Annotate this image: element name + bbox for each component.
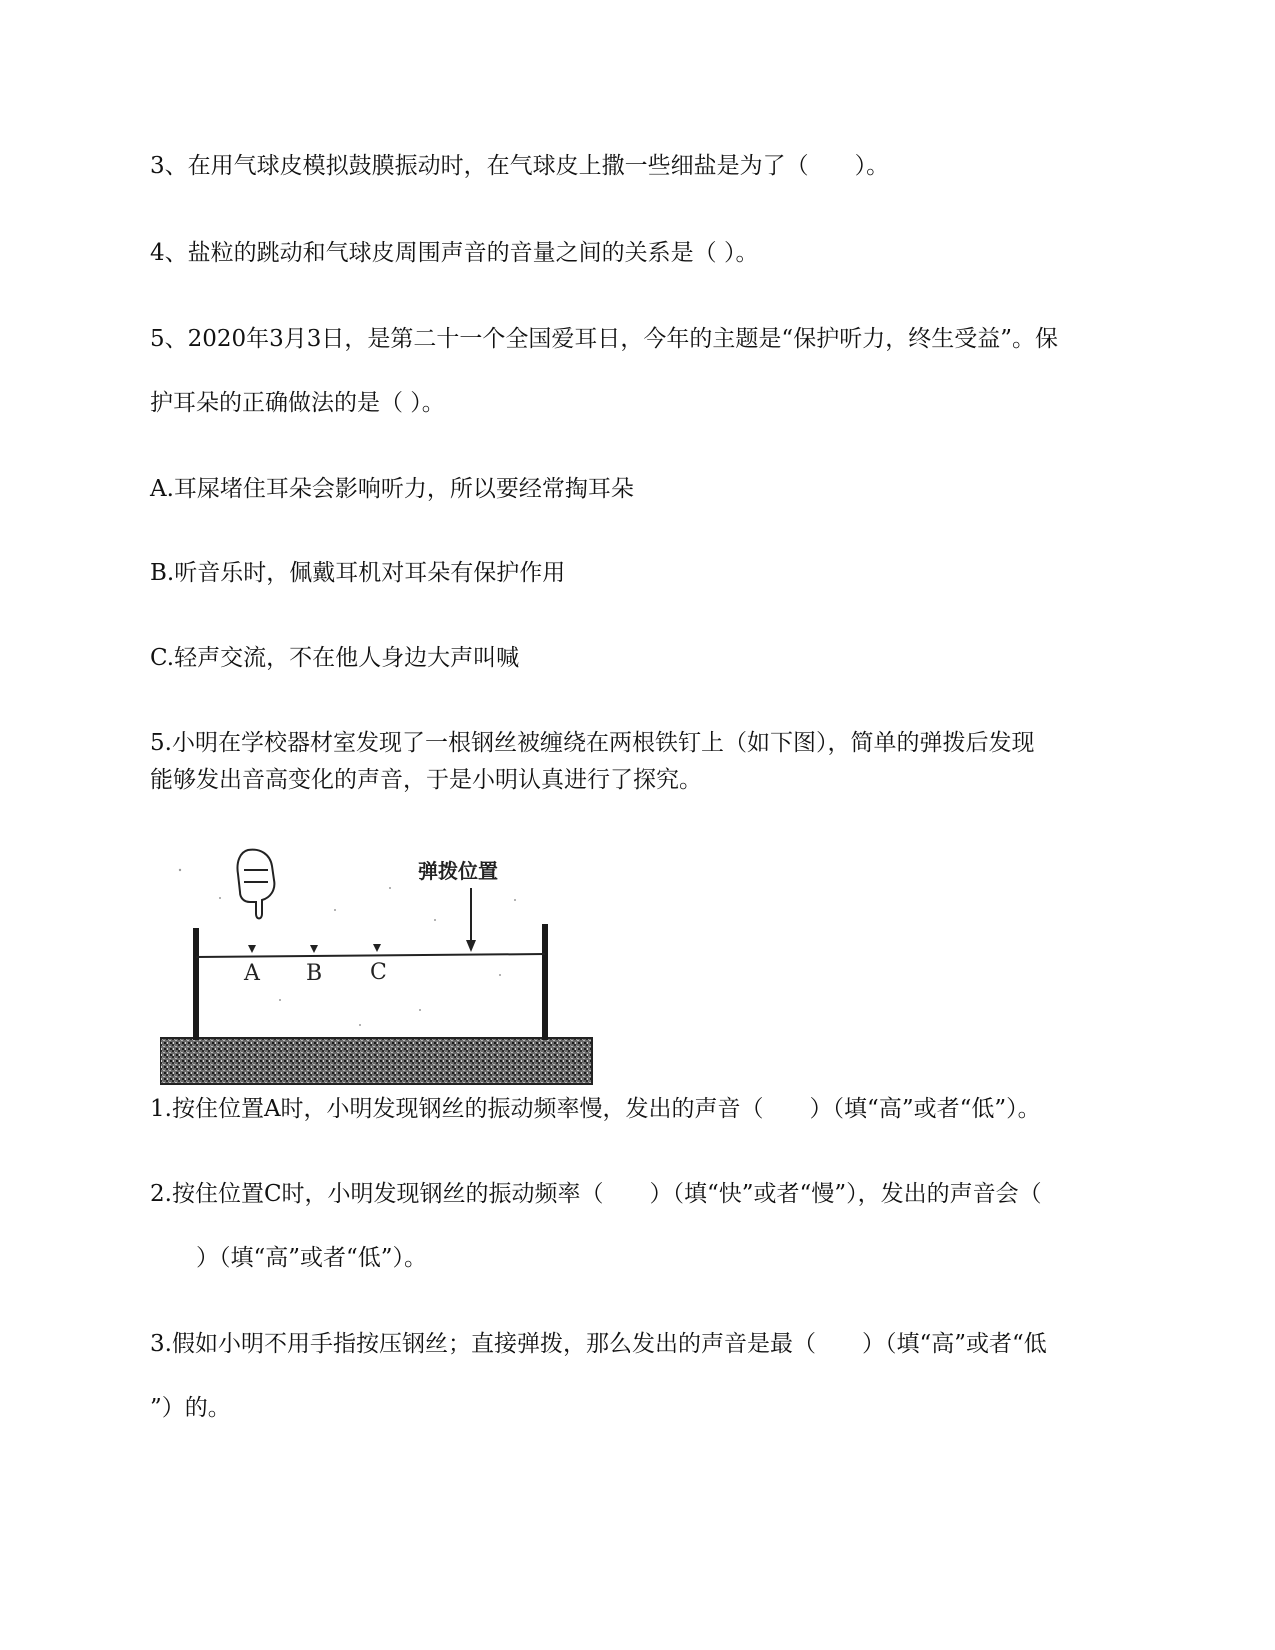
subquestion-3-line-2: ”）的。 xyxy=(150,1395,231,1421)
subquestion-3-line-1: 3.假如小明不用手指按压钢丝；直接弹拨，那么发出的声音是最（ ）（填“高”或者“低 xyxy=(150,1331,1047,1357)
question-4: 4、盐粒的跳动和气球皮周围声音的音量之间的关系是（ ）。 xyxy=(150,240,759,266)
steel-wire xyxy=(196,954,545,957)
question-5b-line-1: 5.小明在学校器材室发现了一根钢丝被缠绕在两根铁钉上（如下图），简单的弹拨后发现 xyxy=(150,730,1035,756)
pluck-position-caption: 弹拨位置 xyxy=(418,859,498,883)
question-5b-line-2: 能够发出音高变化的声音，于是小明认真进行了探究。 xyxy=(150,767,702,793)
subquestion-1: 1.按住位置A时，小明发现钢丝的振动频率慢，发出的声音（ ）（填“高”或者“低”）。 xyxy=(150,1096,1041,1122)
label-c: C xyxy=(370,960,387,985)
left-nail xyxy=(193,928,199,1040)
arrow-b-icon xyxy=(310,945,318,953)
pointing-hand-icon xyxy=(237,850,274,919)
question-5-line-1: 5、2020年3月3日，是第二十一个全国爱耳日，今年的主题是“保护听力，终生受益”。保 xyxy=(150,326,1058,352)
label-b: B xyxy=(306,961,323,986)
label-a: A xyxy=(244,961,260,986)
wooden-base xyxy=(160,1038,592,1084)
arrow-a-icon xyxy=(248,945,256,953)
subquestion-2-line-2: ）（填“高”或者“低”）。 xyxy=(150,1245,428,1271)
arrow-c-icon xyxy=(373,944,381,952)
option-a: A.耳屎堵住耳朵会影响听力，所以要经常掏耳朵 xyxy=(150,476,634,502)
wire-experiment-figure xyxy=(160,840,620,1095)
option-c: C.轻声交流，不在他人身边大声叫喊 xyxy=(150,645,520,671)
subquestion-2-line-1: 2.按住位置C时，小明发现钢丝的振动频率（ ）（填“快”或者“慢”），发出的声音会（ xyxy=(150,1181,1042,1207)
question-3: 3、在用气球皮模拟鼓膜振动时，在气球皮上撒一些细盐是为了（ ）。 xyxy=(150,153,890,179)
question-5-line-2: 护耳朵的正确做法的是（ ）。 xyxy=(150,390,445,416)
right-nail xyxy=(542,924,548,1040)
option-b: B.听音乐时，佩戴耳机对耳朵有保护作用 xyxy=(150,560,566,586)
